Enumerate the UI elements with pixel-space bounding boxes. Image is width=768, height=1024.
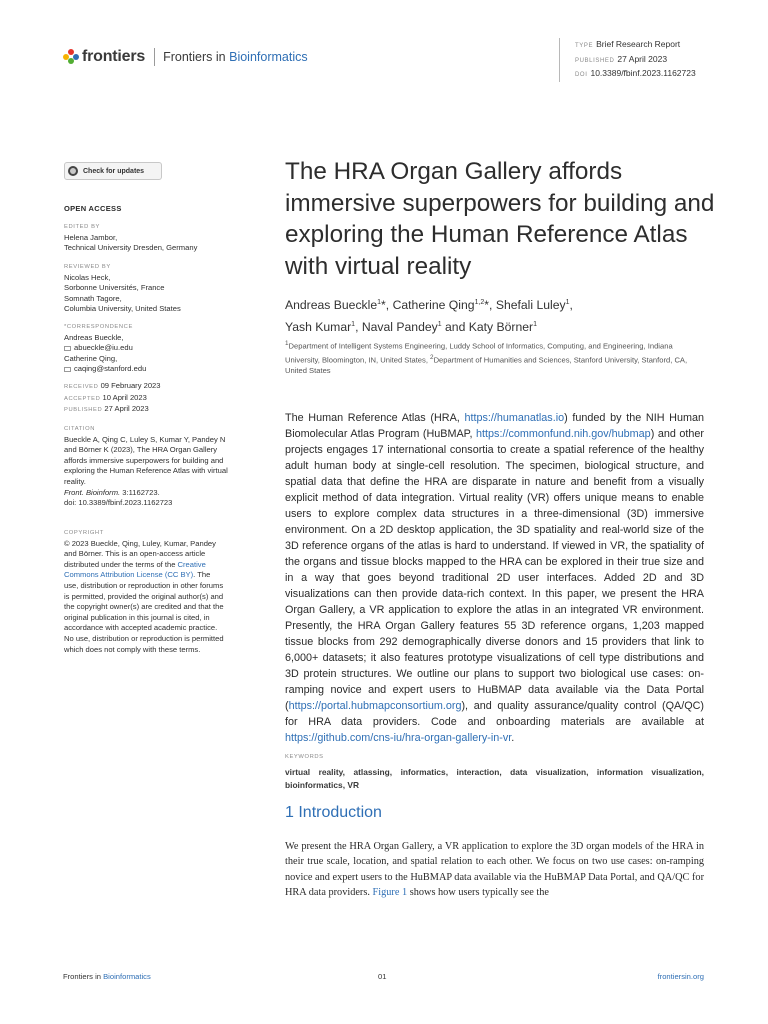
author-name: Katy Börner xyxy=(468,320,534,335)
edited-by-label: EDITED BY xyxy=(64,224,101,230)
section-heading: 1 Introduction xyxy=(285,804,382,821)
correspondence xyxy=(64,322,244,375)
email-row xyxy=(64,364,244,375)
keywords-label: KEYWORDS xyxy=(285,754,324,760)
citation-text: Bueckle A, Qing C, Luley S, Kumar Y, Pandey N and Börner K (2023), The HRA Organ Gallery affords immersive superpowers for building and exploring the Human Reference Atlas with virtual reality. xyxy=(64,434,228,486)
editor-name: Helena Jambor, xyxy=(64,232,118,242)
journal-name[interactable]: Frontiers in Bioinformatics xyxy=(163,50,308,64)
keywords: virtual reality, atlassing, informatics, interaction, data visualization, information visualization, bioinformatics, VR xyxy=(285,767,704,790)
citation: CITATION Bueckle A, Qing C, Luley S, Kumar Y, Pandey N and Börner K (2023), The HRA Organ Gallery affords immersive superpowers for building and exploring the Human Reference Atlas with virtual reality. Front. Bioinform. 3:1162723. doi: 10.3389/fbinf.2023.1162723 xyxy=(64,424,232,509)
edited-by xyxy=(64,222,244,254)
author-name: Yash Kumar xyxy=(285,320,352,335)
author-name: Shefali Luley xyxy=(495,298,566,313)
reviewed-by-label: REVIEWED BY xyxy=(64,264,111,270)
dates: RECEIVED 09 February 2023 ACCEPTED 10 April 2023 PUBLISHED 27 April 2023 xyxy=(64,381,161,414)
humanatlas-link[interactable]: https://humanatlas.io xyxy=(464,412,565,424)
frontiers-logo-icon xyxy=(63,49,79,65)
frontiers-logo[interactable] xyxy=(63,48,308,66)
corresponding-author: Catherine Qing, xyxy=(64,353,118,363)
author-name: Catherine Qing xyxy=(392,298,475,313)
email-link[interactable]: caqing@stanford.edu xyxy=(74,364,147,374)
logo-text: frontiers xyxy=(82,48,146,65)
copyright xyxy=(64,528,224,655)
reviewer-affiliation: Columbia University, United States xyxy=(64,304,181,314)
check-for-updates-label: Check for updates xyxy=(83,167,145,175)
reviewer-name: Nicolas Heck, xyxy=(64,272,111,282)
author-name: Andreas Bueckle xyxy=(285,298,378,313)
article-title: The HRA Organ Gallery affords immersive superpowers for building and exploring the Human Reference Atlas with virtual reality xyxy=(285,158,715,280)
meta-published: PUBLISHED 27 April 2023 xyxy=(575,53,668,64)
reviewed-by xyxy=(64,262,244,315)
copyright-text: © 2023 Bueckle, Qing, Luley, Kumar, Pandey and Börner. This is an open-access article distributed under the terms of the Creative Commons Attribution License (CC BY). The use, distribution or reproduction in other forums is permitted, provided the original author(s) and the copyright owner(s) are credited and that the original publication in this journal is cited, in accordance with accepted academic practice. No use, distribution or reproduction is permitted which does not comply with these terms. xyxy=(64,538,224,654)
cc-by-link[interactable]: Creative Commons Attribution License (CC BY) xyxy=(64,559,206,580)
copyright-label: COPYRIGHT xyxy=(64,530,104,536)
footer-journal[interactable]: Frontiers in Bioinformatics xyxy=(63,972,151,981)
envelope-icon xyxy=(64,367,71,372)
open-access-label: OPEN ACCESS xyxy=(64,204,122,213)
citation-label: CITATION xyxy=(64,426,95,432)
author-name: Naval Pandey xyxy=(361,320,438,335)
abstract: The Human Reference Atlas (HRA, https://humanatlas.io) funded by the NIH Human Biomolecular Atlas Program (HuBMAP, https://commonfund.nih.gov/hubmap) and other projects engages 17 international consortia to create a spatial reference of the healthy adult human body at single-cell resolution. The specimen, biological structure, and spatial data that define the HRA are disparate in nature and benefit from a visually explicit method of data integration. Virtual reality (VR) offers unique means to enable users to explore complex data structures in a three-dimensional (3D) immersive environment. On a 2D desktop application, the 3D spatiality and real-world size of the 3D reference organs of the atlas is hard to understand. If viewed in VR, the spatiality of the organs and tissue blocks mapped to the HRA can be explored in their true size and in a way that goes beyond traditional 2D user interfaces. Added 2D and 3D visualizations can then provide data-rich context. In this paper, we present the HRA Organ Gallery, a VR application to explore the atlas in an integrated VR environment. Presently, the HRA Organ Gallery features 55 3D reference organs, 1,203 mapped tissue blocks from 292 demographically diverse donors and 15 providers that link to 6,000+ datasets; it also features prototype visualizations of cell type distributions and 3D protein structures. We outline our plans to support two biological use cases: on-ramping novice and expert users to HuBMAP data available via the Data Portal (https://portal.hubmapconsortium.org), and quality assurance/quality control (QA/QC) for HRA data providers. Code and onboarding materials are available at https://github.com/cns-iu/hra-organ-gallery-in-vr. xyxy=(285,412,705,744)
email-link[interactable]: abueckle@iu.edu xyxy=(74,343,133,353)
check-for-updates-button[interactable] xyxy=(64,162,162,180)
author-list: Andreas Bueckle$^1$*, Catherine Qing$^{1,2}$*, Shefali Luley$^1$, Yash Kumar$^1$, Naval Pandey$^1$ and Katy Börner$^1$ xyxy=(285,298,573,335)
introduction-text: We present the HRA Organ Gallery, a VR application to explore the 3D organ models of the HRA in their true scale, location, and spatial relation to each other. We focus on two use cases: on-ramping novice and expert users to the HuBMAP data available via the HuBMAP Data Portal, and QA/QC for HRA data providers. Figure 1 shows how users typically see the xyxy=(285,841,704,899)
email-row xyxy=(64,343,244,354)
portal-link[interactable]: https://portal.hubmapconsortium.org xyxy=(288,700,462,712)
update-check-icon xyxy=(68,166,78,176)
envelope-icon xyxy=(64,346,71,351)
logo-divider xyxy=(154,48,155,66)
editor-affiliation: Technical University Dresden, Germany xyxy=(64,243,198,253)
reviewer-name: Somnath Tagore, xyxy=(64,293,122,303)
hubmap-link[interactable]: https://commonfund.nih.gov/hubmap xyxy=(476,428,651,440)
correspondence-label: *CORRESPONDENCE xyxy=(64,324,133,330)
meta-type: TYPE Brief Research Report xyxy=(575,39,681,49)
reviewer-affiliation: Sorbonne Universités, France xyxy=(64,283,165,293)
affiliations: $^1$Department of Intelligent Systems Engineering, Luddy School of Informatics, Computing, and Engineering, Indiana University, Bloomington, IN, United States, $^2$Department of Humanities and Sciences, Stanford University, Stanford, CA, United States xyxy=(285,340,688,376)
article-meta xyxy=(559,38,696,82)
figure-1-link[interactable]: Figure 1 xyxy=(372,887,408,899)
footer-site-link[interactable]: frontiersin.org xyxy=(657,972,704,981)
citation-doi[interactable]: doi: 10.3389/fbinf.2023.1162723 xyxy=(64,498,173,508)
github-link[interactable]: https://github.com/cns-iu/hra-organ-gallery-in-vr xyxy=(285,732,512,744)
meta-doi: DOI 10.3389/fbinf.2023.1162723 xyxy=(575,68,696,78)
page-number: 01 xyxy=(378,972,387,981)
corresponding-author: Andreas Bueckle, xyxy=(64,332,124,342)
